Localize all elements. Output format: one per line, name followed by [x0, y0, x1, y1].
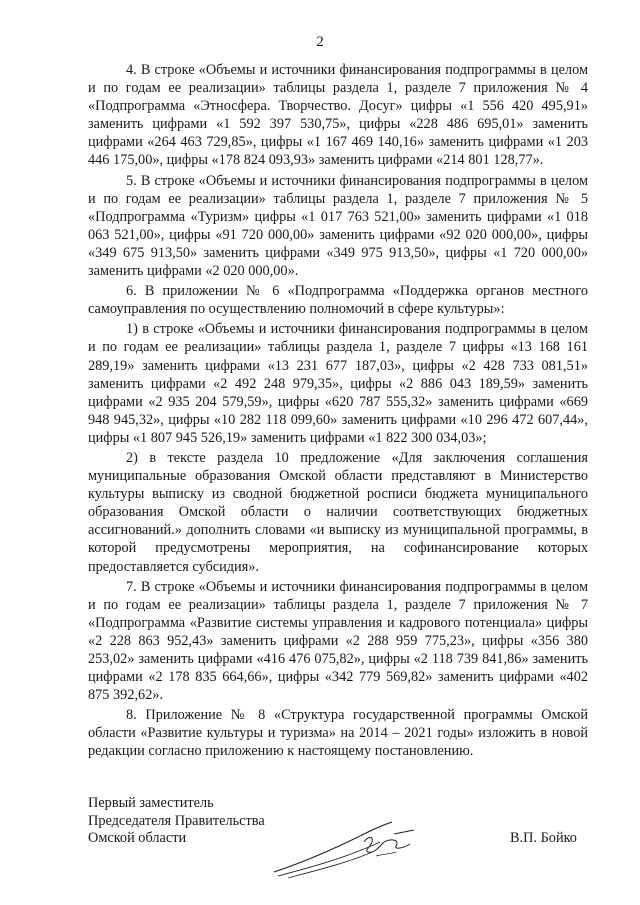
paragraph-item-5: 5. В строке «Объемы и источники финансирования подпрограммы в целом и по годам ее реализации» таблицы раздела 1, разделе 7 приложения № 5 «Подпрограмма «Туризм» цифры «1 017 763 521,00» заменить цифрами «1 018 063 521,00», цифры «91 720 000,00» заменить цифрами «92 020 000,00», цифры «349 675 913,50» заменить цифрами «349 975 913,50», цифры «1 720 000,00» заменить цифрами «2 020 000,00».	[88, 172, 588, 280]
document-body	[88, 61, 588, 761]
page-number: 2	[316, 34, 324, 50]
signatory-title	[88, 795, 265, 848]
handwritten-signature	[268, 812, 438, 882]
paragraph-item-8: 8. Приложение № 8 «Структура государственной программы Омской области «Развитие культуры и туризма» на 2014 – 2021 годы» изложить в новой редакции согласно приложению к настоящему постановлению.	[88, 707, 588, 760]
signatory-title-line: Председателя Правительства	[88, 812, 265, 829]
signatory-title-line: Омской области	[88, 830, 187, 846]
paragraph-item-6: 6. В приложении № 6 «Подпрограмма «Поддержка органов местного самоуправления по осуществлению полномочий в сфере культуры»:	[88, 283, 588, 318]
paragraph-item-7: 7. В строке «Объемы и источники финансирования подпрограммы в целом и по годам ее реализации» таблицы раздела 1, разделе 7 приложения № 7 «Подпрограмма «Развитие системы управления и кадрового потенциала» цифры «2 228 863 952,43» заменить цифрами «2 288 959 775,23», цифры «356 380 253,02» заменить цифрами «416 476 075,82», цифры «2 118 739 841,86» заменить цифрами «2 178 835 664,66», цифры «342 779 569,82» заменить цифрами «402 875 392,62».	[88, 578, 588, 704]
paragraph-item-4: 4. В строке «Объемы и источники финансирования подпрограммы в целом и по годам ее реализации» таблицы раздела 1, разделе 7 приложения № 4 «Подпрограмма «Этносфера. Творчество. Досуг» цифры «1 556 420 495,91» заменить цифрами «1 592 397 530,75», цифры «228 486 695,01» заменить цифрами «264 463 729,85», цифры «1 167 469 140,16» заменить цифрами «1 203 446 175,00», цифры «178 824 093,93» заменить цифрами «214 801 128,77».	[88, 62, 588, 169]
signatory-name: В.П. Бойко	[510, 830, 577, 846]
signatory-title-line: Первый заместитель	[88, 795, 214, 811]
paragraph-item-6-2: 2) в тексте раздела 10 предложение «Для заключения соглашения муниципальные образования Омской области представляют в Министерство культуры выписку из сводной бюджетной росписи бюджета муниципального образования Омской области о наличии соответствующих бюджетных ассигнований.» дополнить словами «и выписку из муниципальной программы, в которой предусмотрены мероприятия, на софинансирование которых предоставляется субсидия».	[88, 449, 588, 575]
paragraph-item-6-1: 1) в строке «Объемы и источники финансирования подпрограммы в целом и по годам ее реализации» таблицы раздела 1, разделе 7 цифры «13 168 161 289,19» заменить цифрами «13 231 677 187,03», цифры «2 428 733 081,51» заменить цифрами «2 492 248 979,35», цифры «2 886 043 189,59» заменить цифрами «2 935 204 579,59», цифры «620 787 555,32» заменить цифрами «669 948 945,32», цифры «10 282 118 099,60» заменить цифрами «10 296 472 607,44», цифры «1 807 945 526,19» заменить цифрами «1 822 300 034,03»;	[88, 321, 588, 446]
